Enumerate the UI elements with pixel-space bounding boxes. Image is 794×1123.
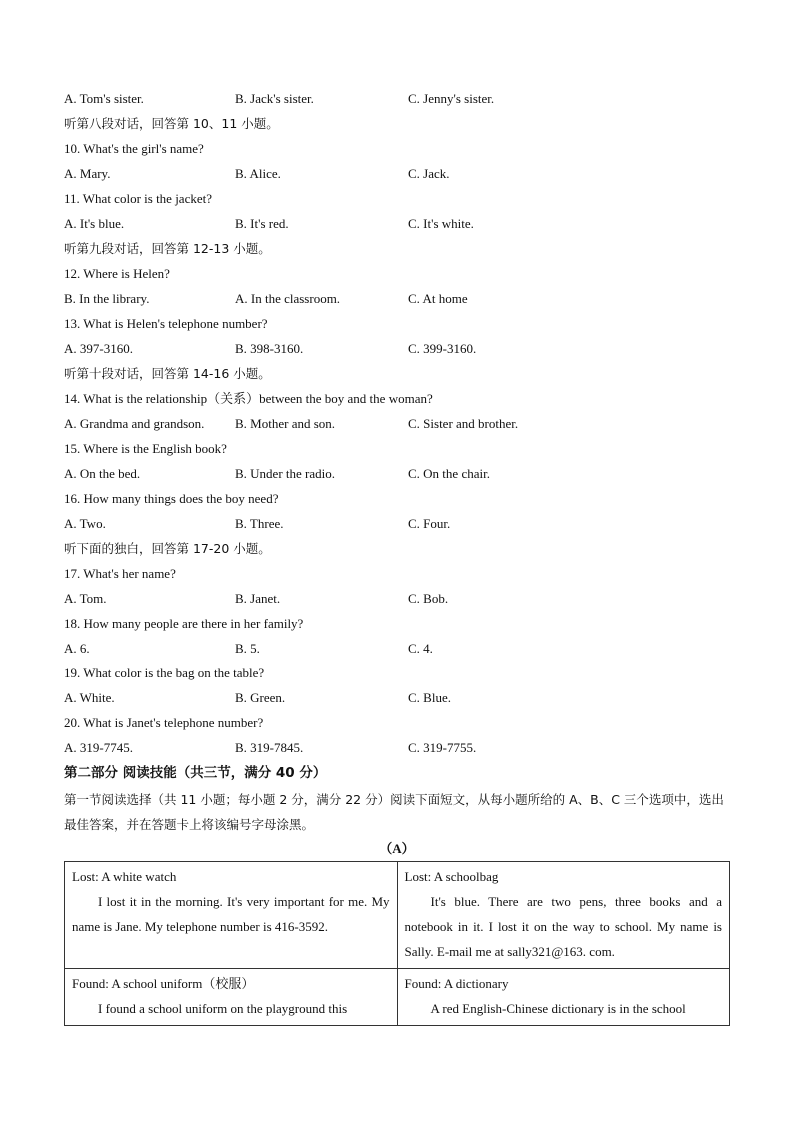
question-19: 19. What color is the bag on the table? — [64, 665, 265, 680]
notice-board-table — [64, 861, 730, 1026]
q12-option-3: C. At home — [408, 291, 468, 306]
notice-found-uniform — [65, 969, 398, 1026]
option-c: C. Jenny's sister. — [408, 91, 495, 106]
q15-option-a: A. On the bed. — [64, 466, 141, 481]
monologue-instruction: 听下面的独白，回答第 17-20 小题。 — [64, 541, 271, 556]
q13-option-b: B. 398-3160. — [235, 341, 304, 356]
q10-option-b: B. Alice. — [235, 166, 281, 181]
question-13: 13. What is Helen's telephone number? — [64, 316, 268, 331]
q17-option-c: C. Bob. — [408, 591, 449, 606]
q12-option-2: A. In the classroom. — [235, 291, 341, 306]
part-2-heading: 第二部分 阅读技能（共三节，满分 40 分） — [64, 765, 327, 781]
q11-option-c: C. It's white. — [408, 216, 474, 231]
q19-option-b: B. Green. — [235, 690, 286, 705]
option-a: A. Tom's sister. — [64, 91, 144, 106]
question-17: 17. What's her name? — [64, 566, 176, 581]
notice-body: I lost it in the morning. It's very important for me. My name is Jane. My telephone number is 416-3592. — [72, 894, 390, 934]
question-12: 12. Where is Helen? — [64, 266, 170, 281]
q20-option-b: B. 319-7845. — [235, 740, 304, 755]
q14-option-c: C. Sister and brother. — [408, 416, 519, 431]
q18-option-b: B. 5. — [235, 641, 260, 656]
q10-option-c: C. Jack. — [408, 166, 450, 181]
q17-option-b: B. Janet. — [235, 591, 281, 606]
section-8-instruction: 听第八段对话，回答第 10、11 小题。 — [64, 116, 279, 131]
q14-option-b: B. Mother and son. — [235, 416, 336, 431]
notice-title: Lost: A schoolbag — [404, 869, 499, 884]
q20-option-c: C. 319-7755. — [408, 740, 477, 755]
q14-option-a: A. Grandma and grandson. — [64, 416, 205, 431]
q19-option-c: C. Blue. — [408, 690, 451, 705]
question-10: 10. What's the girl's name? — [64, 141, 204, 156]
q17-option-a: A. Tom. — [64, 591, 107, 606]
question-18: 18. How many people are there in her family? — [64, 616, 304, 631]
q11-option-b: B. It's red. — [235, 216, 289, 231]
q20-option-a: A. 319-7745. — [64, 740, 133, 755]
passage-label: （A） — [379, 841, 415, 856]
question-11: 11. What color is the jacket? — [64, 191, 213, 206]
q12-option-1: B. In the library. — [64, 291, 150, 306]
question-20: 20. What is Janet's telephone number? — [64, 715, 264, 730]
q19-option-a: A. White. — [64, 690, 115, 705]
q16-option-a: A. Two. — [64, 516, 106, 531]
q15-option-b: B. Under the radio. — [235, 466, 336, 481]
q11-option-a: A. It's blue. — [64, 216, 125, 231]
q10-option-a: A. Mary. — [64, 166, 111, 181]
q16-option-c: C. Four. — [408, 516, 451, 531]
notice-title: Lost: A white watch — [72, 869, 177, 884]
notice-body: It's blue. There are two pens, three books and a notebook in it. I lost it on the way to school. My name is Sally. E-mail me at sally321@163. com. — [404, 894, 722, 959]
q18-option-c: C. 4. — [408, 641, 433, 656]
q13-option-c: C. 399-3160. — [408, 341, 477, 356]
question-15: 15. Where is the English book? — [64, 441, 227, 456]
notice-body: A red English-Chinese dictionary is in the school — [430, 1001, 686, 1016]
question-16: 16. How many things does the boy need? — [64, 491, 279, 506]
notice-found-dictionary — [397, 969, 730, 1026]
section-10-instruction: 听第十段对话，回答第 14-16 小题。 — [64, 366, 271, 381]
notice-title: Found: A dictionary — [404, 976, 509, 991]
q16-option-b: B. Three. — [235, 516, 284, 531]
question-14: 14. What is the relationship（关系）between the boy and the woman? — [64, 391, 433, 406]
q13-option-a: A. 397-3160. — [64, 341, 133, 356]
notice-lost-schoolbag — [397, 862, 730, 969]
section-9-instruction: 听第九段对话，回答第 12-13 小题。 — [64, 241, 271, 256]
notice-lost-watch — [65, 862, 398, 969]
notice-title: Found: A school uniform（校服） — [72, 976, 255, 991]
section-1-instructions: 第一节阅读选择（共 11 小题；每小题 2 分，满分 22 分）阅读下面短文，从每小题所给的 A、B、C 三个选项中，选出最佳答案，并在答题卡上将该编号字母涂黑。 — [64, 792, 724, 832]
q15-option-c: C. On the chair. — [408, 466, 490, 481]
q18-option-a: A. 6. — [64, 641, 90, 656]
notice-body: I found a school uniform on the playground this — [98, 1001, 348, 1016]
option-b: B. Jack's sister. — [235, 91, 314, 106]
